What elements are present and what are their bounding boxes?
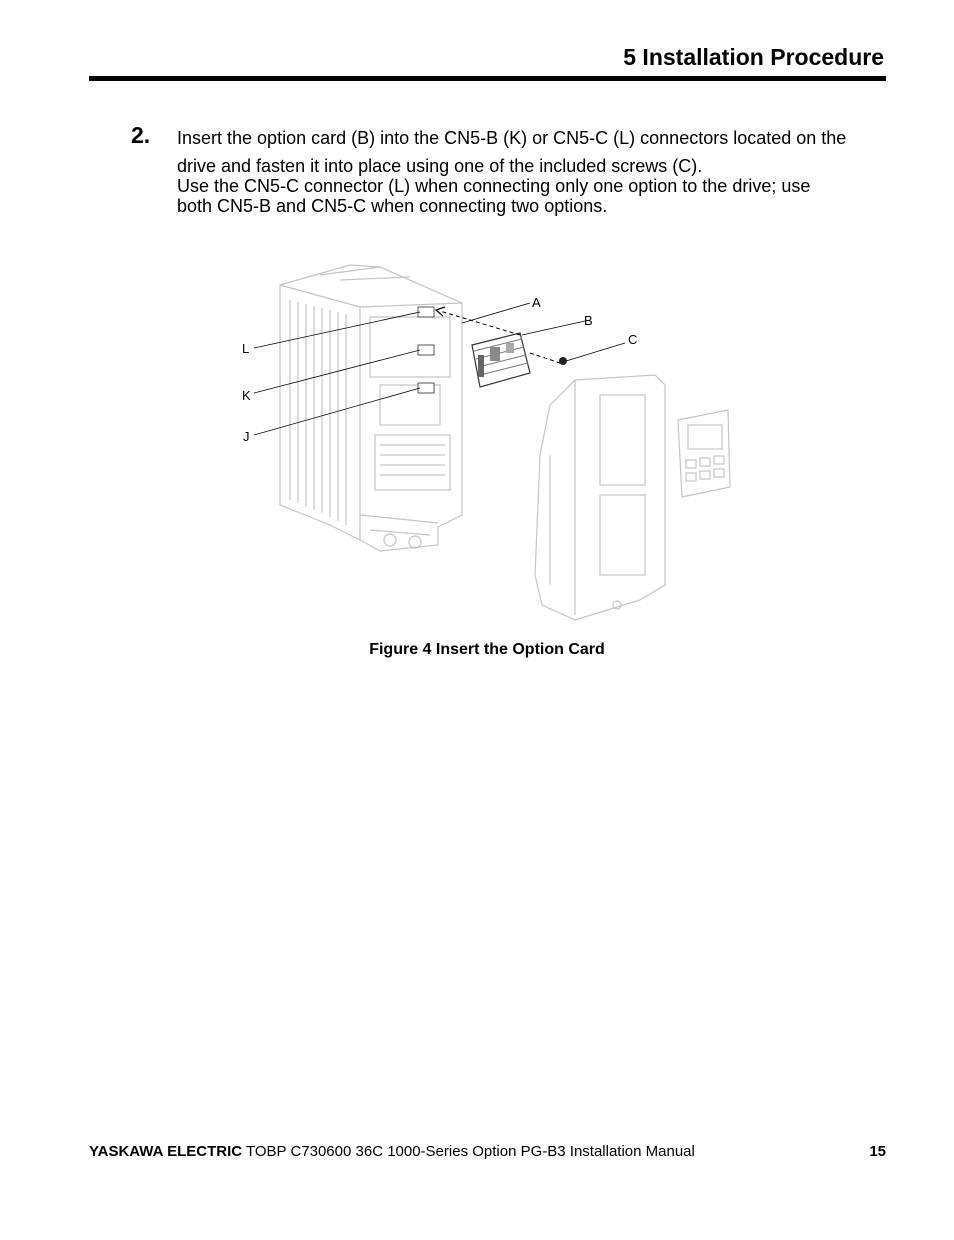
connector-cn5-b — [418, 345, 434, 355]
step-instructions — [177, 128, 897, 216]
label-k: K — [242, 388, 251, 403]
step-line-3: Use the CN5-C connector (L) when connecting only one option to the drive; use — [177, 176, 811, 196]
step-line-1: Insert the option card (B) into the CN5-B (K) or CN5-C (L) connectors located on the — [177, 128, 847, 148]
footer-brand: YASKAWA ELECTRIC — [89, 1143, 243, 1160]
footer-manual-title: TOBP C730600 36C 1000-Series Option PG-B3 Installation Manual — [245, 1143, 695, 1160]
screw-illustration — [559, 357, 567, 365]
label-a: A — [532, 295, 541, 310]
label-l: L — [242, 341, 250, 356]
page-number: 15 — [869, 1143, 886, 1160]
figure-caption: Figure 4 Insert the Option Card — [369, 641, 605, 658]
front-cover-illustration — [535, 375, 665, 620]
keypad-illustration — [678, 410, 730, 497]
step-line-2: drive and fasten it into place using one of the included screws (C). — [177, 156, 703, 176]
connector-j — [418, 383, 434, 393]
header-rule — [89, 76, 886, 81]
label-b: B — [584, 313, 593, 328]
step-line-4: both CN5-B and CN5-C when connecting two options. — [177, 196, 608, 216]
section-title: 5 Installation Procedure — [623, 44, 884, 70]
footer — [89, 1143, 695, 1160]
option-card-figure — [230, 255, 770, 635]
label-j: J — [243, 429, 250, 444]
connector-cn5-c — [418, 307, 434, 317]
option-card-illustration — [472, 333, 530, 387]
step-number: 2. — [131, 122, 151, 148]
label-c: C — [628, 332, 638, 347]
drive-body-illustration — [280, 265, 462, 551]
